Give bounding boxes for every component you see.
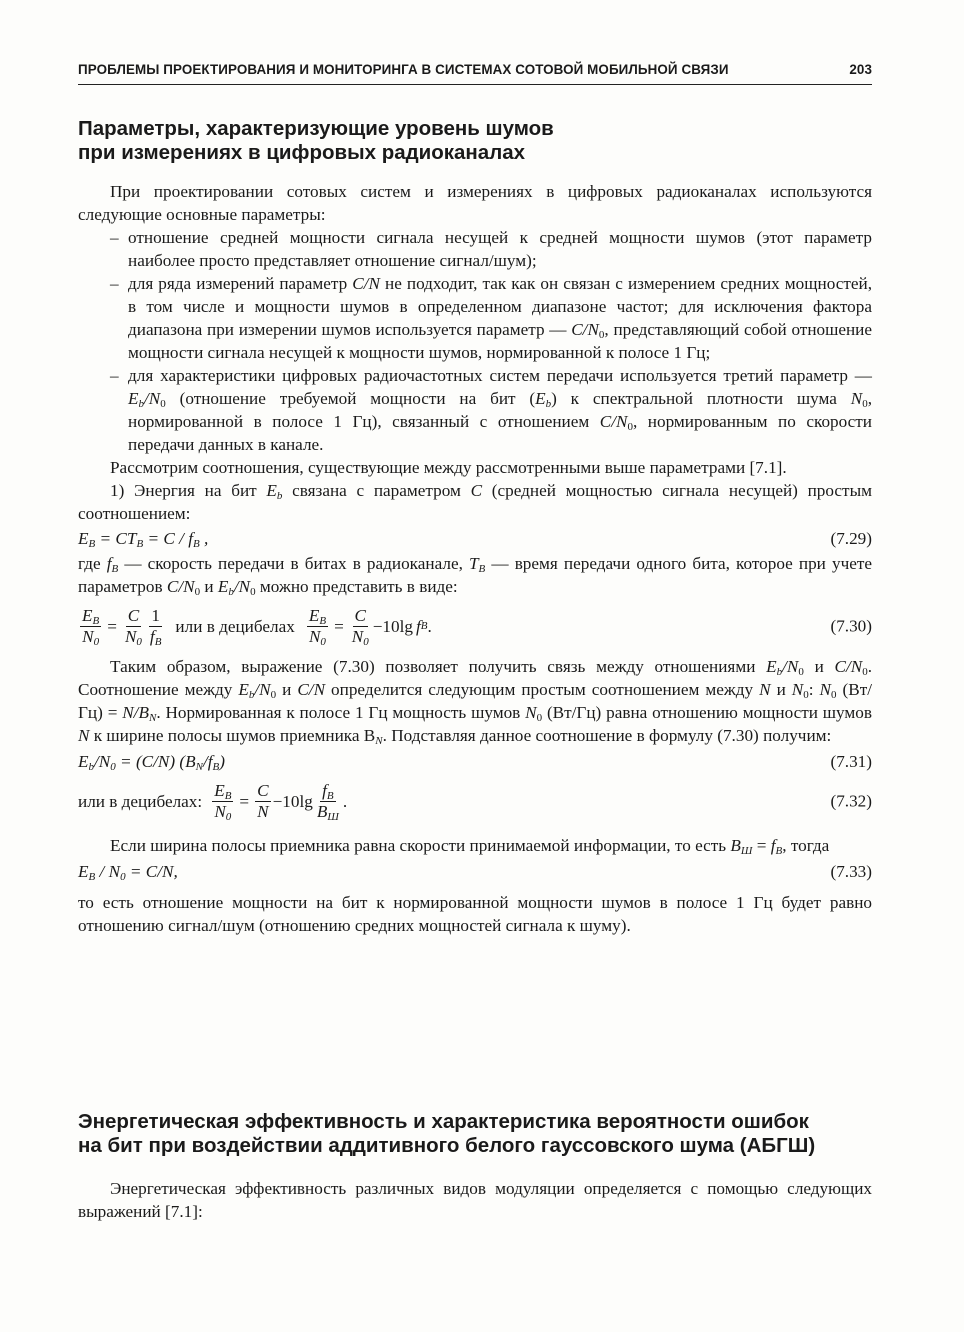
fraction: $\frac{C}{N_0}$ bbox=[124, 605, 142, 648]
fraction: $\frac{f_B}{B_Ш}$ bbox=[316, 780, 339, 823]
page-number: 203 bbox=[849, 62, 872, 77]
consider-paragraph: Рассмотрим соотношения, существующие между рассмотренными выше параметрами [7.1]. bbox=[110, 458, 787, 477]
fraction: $\frac{C}{N}$ bbox=[257, 780, 269, 821]
title-line: при измерениях в цифровых радиоканалах bbox=[78, 141, 526, 164]
equation-7-32: или в децибелах: $\frac{E_B}{N_0}$ = $\frac{C}{N}$ −10lg $\frac{f_B}{B_Ш}$ . (7.32) bbox=[78, 780, 872, 823]
equation-number: (7.30) bbox=[830, 616, 872, 636]
header-rule bbox=[78, 84, 872, 85]
list-item: – отношение средней мощности сигнала несущей к средней мощности шумов (этот параметр наиболее просто представляет отношение сигнал/шум); bbox=[78, 226, 872, 272]
equation-number: (7.33) bbox=[830, 862, 872, 881]
section2-body bbox=[78, 1177, 872, 1223]
title-line: на бит при воздействии аддитивного белого гауссовского шума (АБГШ) bbox=[78, 1134, 816, 1157]
section-title-noise-parameters bbox=[78, 117, 872, 165]
equation-body: $E_b/N_0 = (C/N)$ $(B_N/f_B)$ bbox=[78, 752, 225, 773]
title-line: Энергетическая эффективность и характеристика вероятности ошибок bbox=[78, 1110, 809, 1133]
fraction: $\frac{E_B}{N_0}$ bbox=[308, 605, 327, 648]
intro-paragraph: При проектировании сотовых систем и измерениях в цифровых радиоканалах используются следующие основные параметры: bbox=[78, 182, 872, 224]
title-line: Параметры, характеризующие уровень шумов bbox=[78, 117, 554, 140]
equation-body: $E_B = CT_B = C / f_B$ , bbox=[78, 529, 209, 550]
section-title-energy-efficiency bbox=[78, 1110, 872, 1158]
equation-number: (7.31) bbox=[830, 752, 872, 771]
after-7-29-paragraph: где $f_B$ — скорость передачи в битах в радиоканале, $T_B$ — время передачи одного бита, которое при учете параметров $C/N_0$ и $E_b/N_0$ можно представить в виде: bbox=[78, 554, 872, 598]
equation-7-30: $\frac{E_B}{N_0}$ = $\frac{C}{N_0}$ $\frac{1}{f_B}$ или в децибелах $\frac{E_B}{N_0}$ = $\frac{C}{N_0}$ −10lg f B . (7.30) bbox=[82, 605, 872, 648]
list-item: – для характеристики цифровых радиочастотных систем передачи используется третий параметр — $E_b/N_0$ (отношение требуемой мощности на бит $(E_b)$ к спектральной плотности шума $N_0$, нормированной в полосе 1 Гц), связанный с отношением $C/N_0$, нормированным по скорости передачи данных в канале. bbox=[78, 364, 872, 456]
relation-paragraph: Таким образом, выражение (7.30) позволяет получить связь между отношениями $E_b/N_0$ и $C/N_0$. Соотношение между $E_b/N_0$ и C/N определится следующим простым соотношением между N и $N_0$: $N_0$ $(Вт/Гц) = N/B_N$. Нормированная к полосе 1 Гц мощность шумов $N_0$ (Вт/Гц) равна отношению мощности шумов N к ширине полосы шумов приемника $B_N$. Подставляя данное соотношение в формулу (7.30) получим: bbox=[78, 657, 872, 747]
running-head bbox=[78, 58, 872, 81]
fraction: $\frac{C}{N_0}$ bbox=[351, 605, 369, 648]
list-item: – для ряда измерений параметр C/N не подходит, так как он связан с измерением средних мощностей, в том числе и мощности шумов в определенном диапазоне частот; для исключения фактора диапазона при измерении шумов используется параметр — $C/N_0$, представляющий собой отношение мощности сигнала несущей к мощности шумов, нормированной к полосе 1 Гц; bbox=[78, 272, 872, 364]
equation-body: $E_B / N_0 = C/N$, bbox=[78, 862, 178, 883]
fraction: $\frac{1}{f_B}$ bbox=[149, 605, 162, 648]
equation-7-29 bbox=[78, 527, 872, 550]
bandwidth-paragraph: Если ширина полосы приемника равна скорости принимаемой информации, то есть $B_Ш = f_B$, тогда bbox=[110, 836, 830, 857]
equation-connector-text: или в децибелах: bbox=[78, 791, 203, 811]
equation-number: (7.32) bbox=[830, 791, 872, 811]
equation-7-31 bbox=[78, 750, 872, 773]
item1-paragraph: 1) Энергия на бит $E_b$ связана с параметром C (средней мощностью сигнала несущей) простым соотношением: bbox=[78, 481, 872, 523]
equation-number: (7.29) bbox=[830, 529, 872, 548]
conclusion-paragraph: то есть отношение мощности на бит к нормированной мощности шумов в полосе 1 Гц будет равно отношению сигнал/шум (отношению средних мощностей сигнала к шуму). bbox=[78, 893, 872, 935]
fraction: $\frac{E_B}{N_0}$ bbox=[214, 780, 232, 823]
intro-paragraph: Энергетическая эффективность различных видов модуляции определяется с помощью следующих выражений [7.1]: bbox=[78, 1179, 872, 1221]
fraction: $\frac{E_B}{N_0}$ bbox=[82, 605, 100, 648]
equation-connector-text: или в децибелах bbox=[175, 616, 295, 636]
equation-7-33 bbox=[78, 860, 872, 883]
section1-body bbox=[78, 180, 872, 937]
parameter-list bbox=[78, 226, 872, 456]
running-title: ПРОБЛЕМЫ ПРОЕКТИРОВАНИЯ И МОНИТОРИНГА В СИСТЕМАХ СОТОВОЙ МОБИЛЬНОЙ СВЯЗИ bbox=[78, 62, 729, 77]
